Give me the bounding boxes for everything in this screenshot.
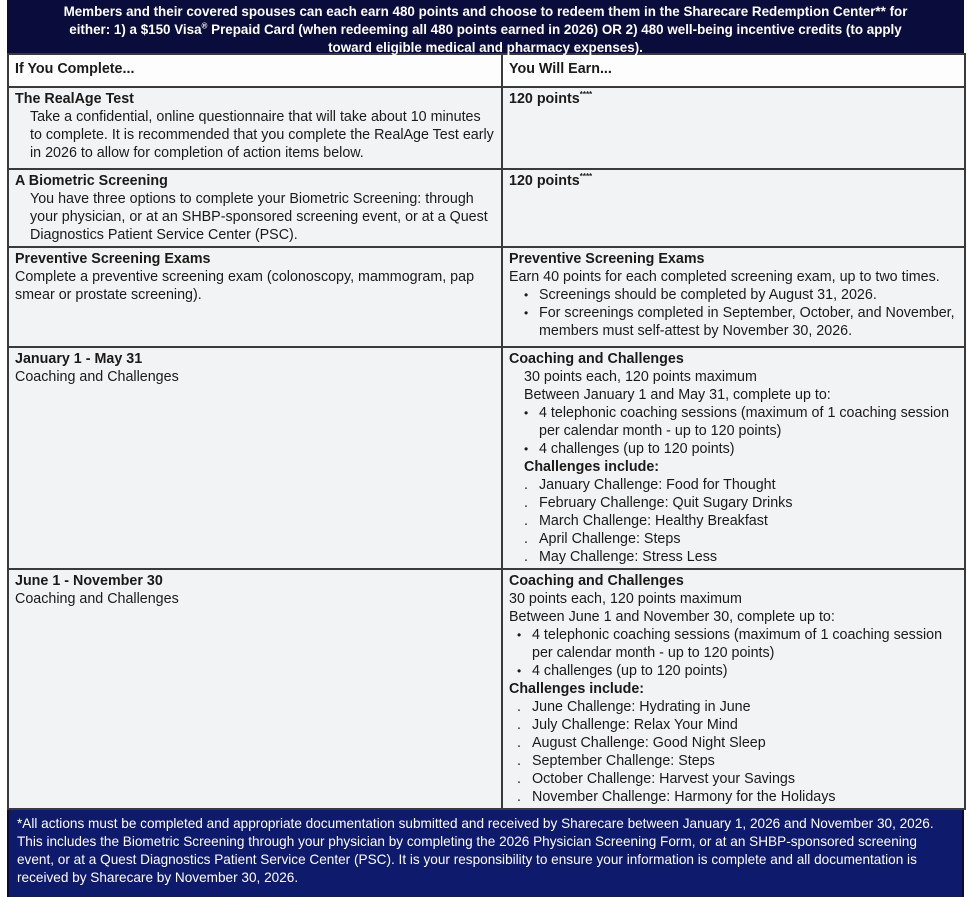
challenge-item: . July Challenge: Relax Your Mind (517, 716, 958, 734)
points-table (7, 53, 966, 810)
header-if-you-complete: If You Complete... (8, 54, 502, 87)
reward-title: Coaching and Challenges (509, 351, 684, 367)
bullet-item: • 4 challenges (up to 120 points) (517, 662, 958, 680)
table-row (8, 347, 965, 569)
activity-title: A Biometric Screening (15, 173, 168, 189)
challenges-heading: Challenges include: (524, 459, 660, 475)
footnote-text: *All actions must be completed and appropriate documentation submitted and received by Sharecare between January 1, 2026 and November 30, 2026. This includes the Biometric Screening through your physician by completing the 2026 Physician Screening Form, or at an SHBP-sponsored screening event, or at a Quest Diagnostics Patient Service Center (PSC). It is your responsibility to ensure your information is complete and all documentation is received by Sharecare by November 30, 2026. (17, 816, 934, 885)
banner-line-2 (69, 22, 901, 37)
table-row (8, 169, 965, 247)
activity-title: June 1 - November 30 (15, 573, 163, 589)
reward-title: Coaching and Challenges (509, 573, 684, 589)
bullet-item: • 4 challenges (up to 120 points) (524, 440, 958, 458)
reward-cell (502, 347, 965, 569)
reward-cell (502, 247, 965, 347)
challenge-item: . November Challenge: Harmony for the Holidays (517, 788, 958, 806)
challenge-item: . September Challenge: Steps (517, 752, 958, 770)
points-value: 120 points (509, 91, 580, 107)
reward-points (509, 172, 958, 190)
reward-description: Earn 40 points for each completed screening exam, up to two times. (509, 269, 940, 285)
footnote-marker: **** (579, 172, 593, 182)
activity-cell (8, 87, 502, 169)
activity-title: The RealAge Test (15, 91, 134, 107)
challenge-item: . April Challenge: Steps (524, 530, 958, 548)
challenges-heading: Challenges include: (509, 681, 645, 697)
reward-cell (502, 569, 965, 809)
challenge-item: . October Challenge: Harvest your Savings (517, 770, 958, 788)
challenge-item: . June Challenge: Hydrating in June (517, 698, 958, 716)
activity-title: Preventive Screening Exams (15, 251, 211, 267)
footnote-banner (7, 810, 964, 897)
table-header-row (8, 54, 965, 87)
activity-cell (8, 247, 502, 347)
table-row (8, 247, 965, 347)
challenge-item: . February Challenge: Quit Sugary Drinks (524, 494, 958, 512)
reward-period-line: Between June 1 and November 30, complete up to: (509, 609, 835, 625)
table-row (8, 569, 965, 809)
banner-line-2-end: Prepaid Card (when redeeming all 480 points earned in 2026) OR 2) 480 well-being incentive credits (to apply (207, 22, 902, 37)
reward-bullets (509, 626, 958, 680)
intro-banner (7, 0, 964, 53)
activity-description: Coaching and Challenges (15, 369, 179, 385)
challenge-list (509, 476, 958, 566)
reward-cell (502, 169, 965, 247)
reward-bullets (509, 286, 958, 340)
bullet-item: • 4 telephonic coaching sessions (maximum of 1 coaching session per calendar month - up to 120 points) (517, 626, 958, 662)
challenge-item: . May Challenge: Stress Less (524, 548, 958, 566)
activity-description: You have three options to complete your Biometric Screening: through your physician, or at an SHBP-sponsored screening event, or at a Quest Diagnostics Patient Service Center (PSC). (30, 191, 488, 243)
table-row (8, 87, 965, 169)
bullet-item: • For screenings completed in September, October, and November, members must self-attest by November 30, 2026. (524, 304, 958, 340)
banner-line-1: Members and their covered spouses can each earn 480 points and choose to redeem them in the Sharecare Redemption Center** for (63, 4, 908, 19)
footnote-marker: **** (579, 90, 593, 100)
activity-cell (8, 569, 502, 809)
reward-points-line: 30 points each, 120 points maximum (509, 591, 742, 607)
challenge-item: . March Challenge: Healthy Breakfast (524, 512, 958, 530)
reward-period-line: Between January 1 and May 31, complete up to: (524, 387, 831, 403)
reward-bullets (509, 404, 958, 458)
challenge-item: . August Challenge: Good Night Sleep (517, 734, 958, 752)
header-you-will-earn: You Will Earn... (502, 54, 965, 87)
bullet-item: • Screenings should be completed by August 31, 2026. (524, 286, 958, 304)
activity-title: January 1 - May 31 (15, 351, 143, 367)
activity-description: Take a confidential, online questionnaire that will take about 10 minutes to complete. It is recommended that you complete the RealAge Test early in 2026 to allow for completion of action items below. (30, 109, 494, 161)
reward-points-line: 30 points each, 120 points maximum (524, 369, 757, 385)
points-value: 120 points (509, 173, 580, 189)
banner-line-2-start: either: 1) a $150 Visa (69, 22, 202, 37)
registered-mark: ® (201, 21, 208, 31)
reward-cell (502, 87, 965, 169)
activity-cell (8, 347, 502, 569)
activity-description: Complete a preventive screening exam (colonoscopy, mammogram, pap smear or prostate screening). (15, 269, 475, 303)
banner-line-3: toward eligible medical and pharmacy expenses). (328, 40, 643, 55)
challenge-list (509, 698, 958, 806)
reward-title: Preventive Screening Exams (509, 251, 705, 267)
activity-description: Coaching and Challenges (15, 591, 179, 607)
bullet-item: • 4 telephonic coaching sessions (maximum of 1 coaching session per calendar month - up to 120 points) (524, 404, 958, 440)
challenge-item: . January Challenge: Food for Thought (524, 476, 958, 494)
activity-cell (8, 169, 502, 247)
reward-points (509, 90, 958, 108)
incentive-document (7, 0, 964, 897)
